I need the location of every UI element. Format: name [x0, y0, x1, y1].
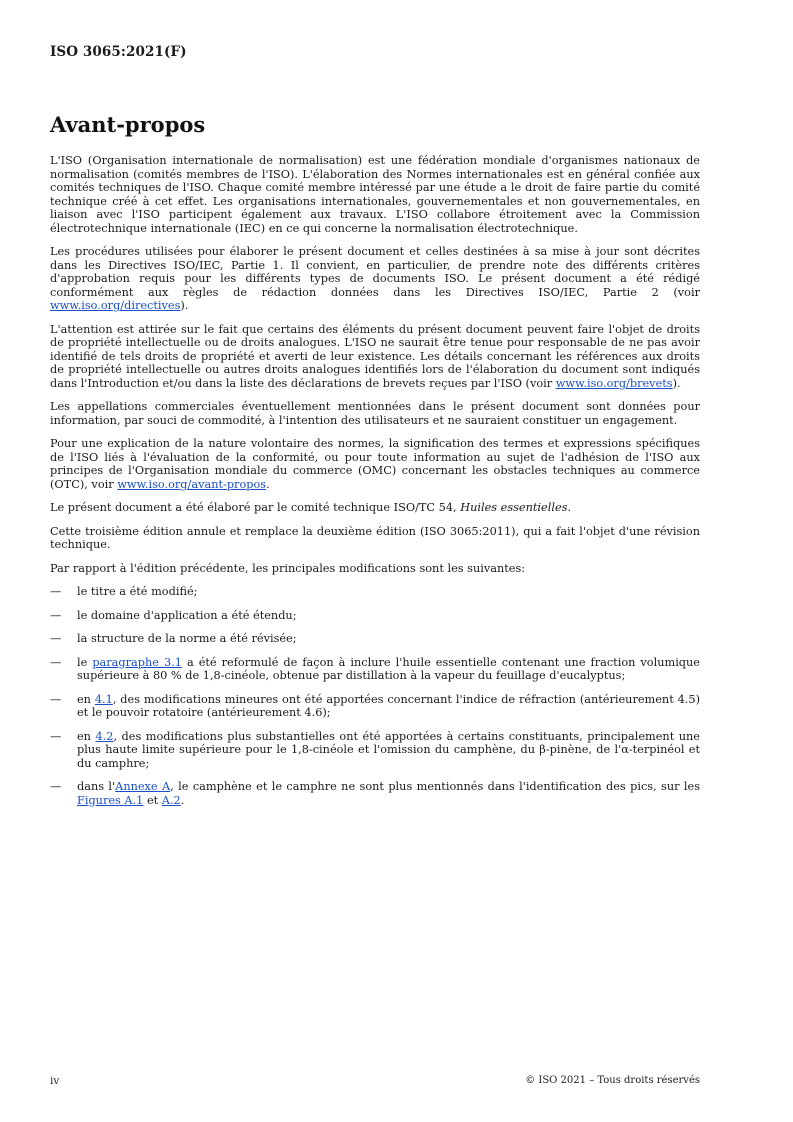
foreword-body — [50, 154, 700, 817]
paragraph-committee — [50, 501, 700, 515]
item-post: . — [180, 793, 185, 807]
page-number: iv — [50, 1075, 60, 1087]
item-pre: en — [77, 692, 95, 706]
item-text: le domaine d'application a été étendu; — [77, 608, 297, 622]
paragraph-patents — [50, 323, 700, 391]
document-id: ISO 3065:2021(F) — [50, 44, 187, 60]
item-and: et — [143, 793, 162, 807]
dash: — — [50, 692, 62, 706]
dash: — — [50, 780, 62, 793]
item-post: , des modifications mineures ont été apportées concernant l'indice de réfraction (antérieurement 4.5) et le pouvoir rotatoire (antérieurement 4.6); — [77, 692, 700, 719]
item-pre: en — [77, 729, 96, 743]
section-4-1-link[interactable]: 4.1 — [94, 692, 113, 706]
directives-link[interactable]: www.iso.org/directives — [50, 299, 181, 312]
dash: — — [50, 655, 62, 669]
paragraph-iso-intro: L'ISO (Organisation internationale de normalisation) est une fédération mondiale d'organismes nationaux de normalisation (comités membres de l'ISO). L'élaboration des Normes internationales est en général confiée aux comités techniques de l'ISO. Chaque comité membre intéressé par une étude a le droit de faire partie du comité technique créé à cet effet. Les organisations internationales, gouvernementales et non gouvernementales, en liaison avec l'ISO participent également aux travaux. L'ISO collabore étroitement avec la Commission électrotechnique internationale (IEC) en ce qui concerne la normalisation électrotechnique. — [50, 154, 700, 235]
dash: — — [50, 585, 62, 598]
dash: — — [50, 608, 62, 622]
list-item — [50, 632, 700, 646]
list-item — [50, 780, 700, 807]
figure-a1-link[interactable]: Figures A.1 — [77, 793, 144, 807]
item-text: le titre a été modifié; — [77, 585, 198, 598]
paragraph-text: Le présent document a été élaboré par le comité technique ISO/TC 54, — [50, 501, 461, 514]
item-post: a été reformulé de façon à inclure l'huile essentielle contenant une fraction volumique supérieure à 80 % de 1,8-cinéole, obtenue par distillation à la vapeur du feuillage d'eucalyptus; — [77, 655, 700, 682]
item-mid: , le camphène et le camphre ne sont plus mentionnés dans l'identification des pics, sur les — [170, 780, 700, 793]
paragraph-text: Les procédures utilisées pour élaborer le présent document et celles destinées à sa mise à jour sont décrites dans les Directives ISO/IEC, Partie 1. Il convient, en particulier, de prendre note des différents critères d'approbation requis pour les différents types de documents ISO. Le présent document a été rédigé conformément aux règles de rédaction données dans les Directives ISO/IEC, Partie 2 (voir — [50, 245, 700, 299]
patents-link[interactable]: www.iso.org/brevets — [555, 376, 673, 390]
paragraph-edition: Cette troisième édition annule et remplace la deuxième édition (ISO 3065:2011), qui a fait l'objet d'une révision technique. — [50, 524, 700, 551]
list-item — [50, 693, 700, 720]
foreword-link[interactable]: www.iso.org/avant-propos — [117, 477, 267, 491]
paragraph-text: L'attention est attirée sur le fait que certains des éléments du présent document peuvent faire l'objet de droits de propriété intellectuelle ou de droits analogues. L'ISO ne saurait être tenue pour responsable de ne pas avoir identifié de tels droits de propriété et averti de leur existence. Les détails concernant les références aux droits de propriété intellectuelle ou autres droits analogues identifiés lors de l'élaboration du document sont indiqués dans l'Introduction et/ou dans la liste des déclarations de brevets reçues par l'ISO (voir — [50, 322, 700, 390]
item-pre: dans l' — [77, 780, 116, 793]
paragraph-3-1-link[interactable]: paragraphe 3.1 — [92, 655, 182, 669]
item-text: la structure de la norme a été révisée; — [77, 632, 297, 645]
dash: — — [50, 632, 62, 645]
list-item — [50, 609, 700, 623]
changes-list — [50, 585, 700, 807]
paragraph-end: . — [567, 501, 572, 514]
paragraph-voluntary-nature — [50, 437, 700, 491]
item-post: , des modifications plus substantielles ont été apportées à certains constituants, principalement une plus haute limite supérieure pour le 1,8-cinéole et l'omission du camphène, du β-pinène, de l'α-terpinéol et du camphre; — [77, 729, 700, 770]
paragraph-procedures — [50, 245, 700, 313]
paragraph-end: ). — [180, 299, 189, 312]
section-4-2-link[interactable]: 4.2 — [95, 729, 114, 743]
paragraph-end: ). — [672, 376, 681, 390]
list-item — [50, 585, 700, 599]
page-title: Avant-propos — [50, 112, 206, 137]
paragraph-end: . — [266, 477, 270, 491]
copyright-notice: © ISO 2021 – Tous droits réservés — [525, 1075, 700, 1086]
list-item — [50, 656, 700, 683]
dash: — — [50, 729, 62, 743]
annex-a-link[interactable]: Annexe A — [115, 780, 171, 793]
figure-a2-link[interactable]: A.2 — [161, 793, 181, 807]
paragraph-text: Pour une explication de la nature volontaire des normes, la signification des termes et expressions spécifiques de l'ISO liés à l'évaluation de la conformité, ou pour toute information au sujet de l'adhésion de l'ISO aux principes de l'Organisation mondiale du commerce (OMC) concernant les obstacles techniques au commerce (OTC), voir — [50, 437, 700, 491]
item-pre: le — [77, 655, 93, 669]
list-item — [50, 730, 700, 771]
paragraph-changes-intro: Par rapport à l'édition précédente, les principales modifications sont les suivantes: — [50, 561, 526, 575]
paragraph-trade-names: Les appellations commerciales éventuellement mentionnées dans le présent document sont données pour information, par souci de commodité, à l'intention des utilisateurs et ne sauraient constituer un engagement. — [50, 400, 700, 427]
committee-name: Huiles essentielles — [460, 501, 568, 514]
